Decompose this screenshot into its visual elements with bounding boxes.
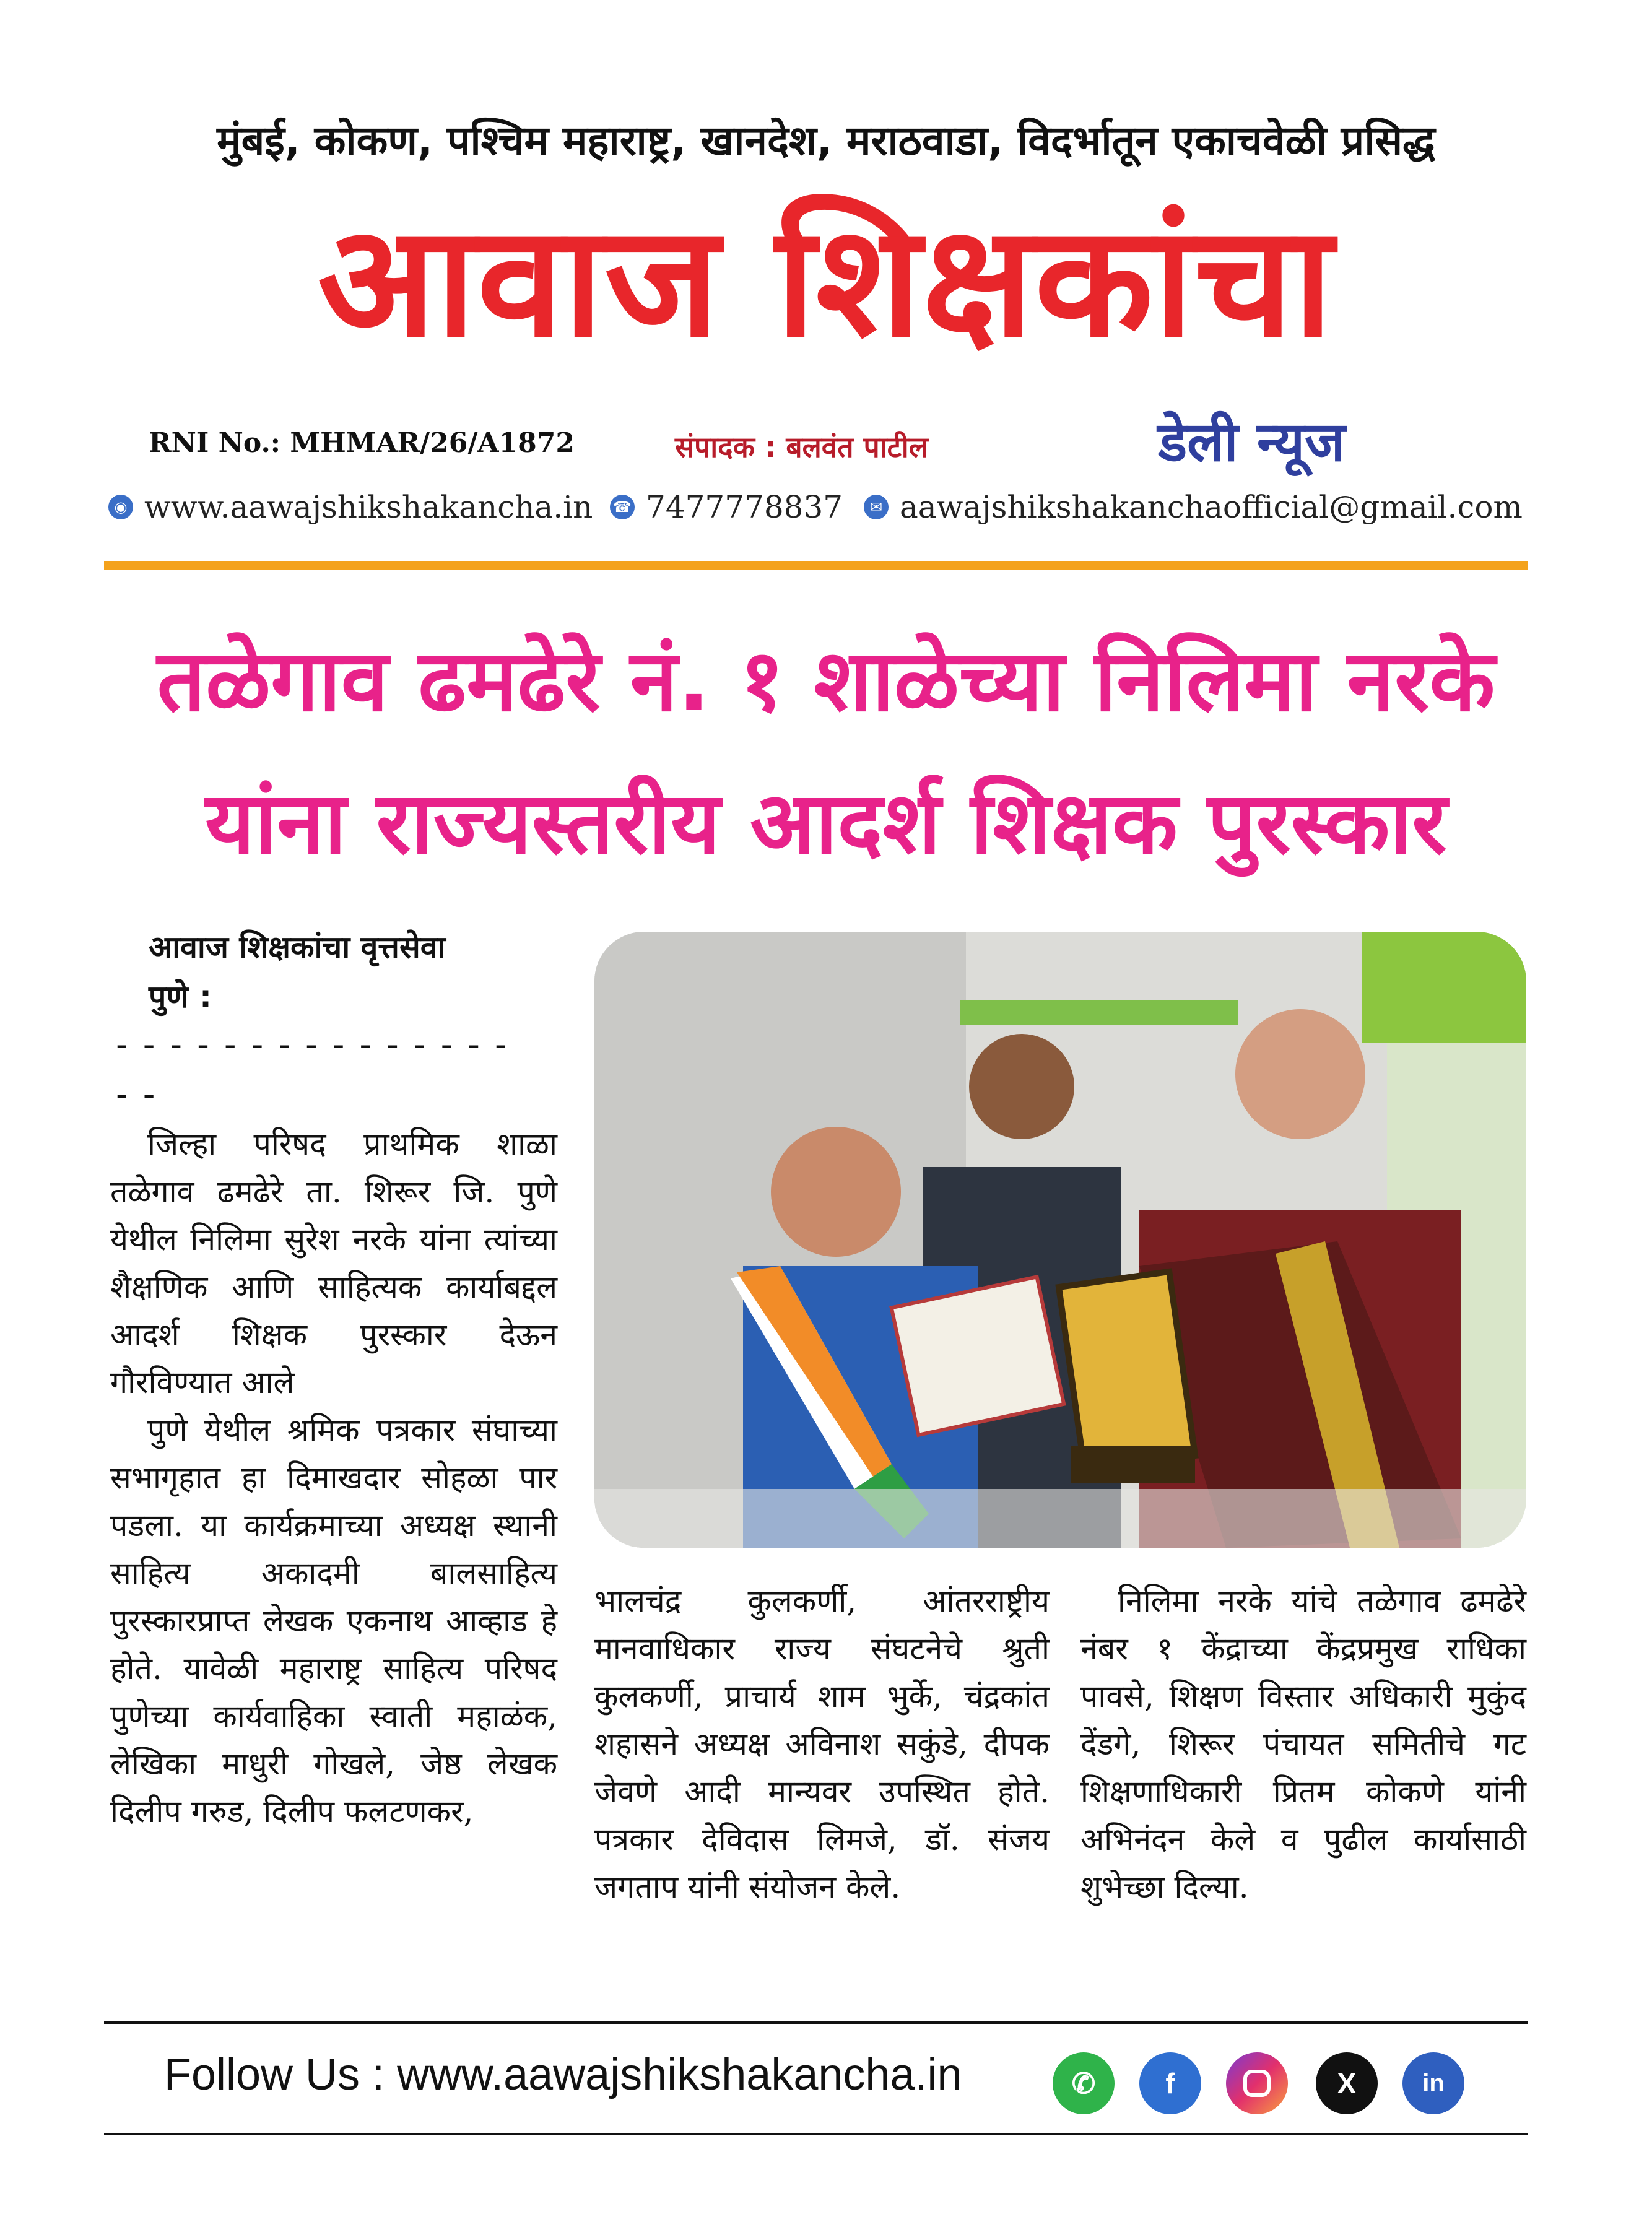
rni-number: RNI No.: MHMAR/26/A1872 [149, 427, 575, 459]
website-contact[interactable] [108, 489, 593, 525]
globe-icon: ◉ [108, 495, 133, 519]
column-2-paragraph: भालचंद्र कुलकर्णी, आंतरराष्ट्रीय मानवाधिकार राज्य संघटनेचे श्रुती कुलकर्णी, प्राचार्य शाम भुर्के, चंद्रकांत शहासने अध्यक्ष अविनाश सकुंडे, दीपक जेवणे आदी मान्यवर उपस्थित होते. पत्रकार देविदास लिमजे, डॉ. संजय जगताप यांनी संयोजन केले. [594, 1583, 1050, 1905]
email-contact[interactable] [864, 489, 1523, 525]
instagram-icon[interactable] [1226, 2052, 1288, 2114]
x-icon[interactable]: X [1316, 2052, 1378, 2114]
tagline: मुंबई, कोकण, पश्चिम महाराष्ट्र, खानदेश, मराठवाडा, विदर्भातून एकाचवेळी प्रसिद्ध [217, 117, 1435, 165]
article-column-3 [1080, 1578, 1526, 1911]
daily-news-label: डेली न्यूज [1158, 410, 1346, 474]
email-text[interactable]: aawajshikshakanchaofficial@gmail.com [900, 489, 1523, 525]
column-1-paragraph-2: पुणे येथील श्रमिक पत्रकार संघाच्या सभागृहात हा दिमाखदार सोहळा पार पडला. या कार्यक्रमाच्या अध्यक्ष स्थानी साहित्य अकादमी बालसाहित्य पुरस्कारप्राप्त लेखक एकनाथ आव्हाड हे होते. यावेळी महाराष्ट्र साहित्य परिषद पुणेच्या कार्यवाहिका स्वाती महाळंक, लेखिका माधुरी गोखले, जेष्ठ लेखक दिलीप गरुड, दिलीप फलटणकर, [110, 1412, 557, 1829]
photo-illustration [594, 932, 1526, 1548]
website-text[interactable]: www.aawajshikshakancha.in [144, 489, 593, 525]
headline-line-1: तळेगाव ढमढेरे नं. १ शाळेच्या निलिमा नरके [157, 631, 1495, 731]
award-ceremony-photo [594, 932, 1526, 1548]
facebook-icon[interactable]: f [1139, 2052, 1201, 2114]
follow-us-link[interactable]: Follow Us : www.aawajshikshakancha.in [164, 2050, 962, 2099]
byline-source: आवाज शिक्षकांचा वृत्तसेवा [149, 929, 446, 965]
header-divider [104, 561, 1528, 570]
masthead-logo: आवाज शिक्षकांचा [317, 191, 1335, 371]
footer-bottom-divider [104, 2133, 1528, 2135]
column-3-paragraph: निलिमा नरके यांचे तळेगाव ढमढेरे नंबर १ केंद्राच्या केंद्रप्रमुख राधिका पावसे, शिक्षण विस्तार अधिकारी मुकुंद देंडगे, शिरूर पंचायत समितीचे गट शिक्षणाधिकारी प्रितम कोकणे यांनी अभिनंदन केले व पुढील कार्यासाठी शुभेच्छा दिल्या. [1080, 1583, 1526, 1905]
dash-separator: --------------- [111, 1025, 518, 1065]
dash-separator-continued: -- [111, 1074, 166, 1114]
article-column-1 [110, 1121, 557, 1836]
editor-name: संपादक : बलवंत पाटील [675, 430, 928, 464]
phone-text[interactable]: 7477778837 [646, 489, 843, 525]
phone-contact[interactable] [610, 489, 843, 525]
instagram-glyph [1243, 2070, 1271, 2097]
footer-top-divider [104, 2021, 1528, 2024]
headline-line-2: यांना राज्यस्तरीय आदर्श शिक्षक पुरस्कार [205, 773, 1447, 873]
column-1-paragraph-1: जिल्हा परिषद प्राथमिक शाळा तळेगाव ढमढेरे ता. शिरूर जि. पुणे येथील निलिमा सुरेश नरके यांना त्यांच्या शैक्षणिक आणि साहित्यक कार्याबद्दल आदर्श शिक्षक पुरस्कार देऊन गौरविण्यात आले [110, 1126, 557, 1400]
byline [149, 922, 446, 1022]
mail-icon: ✉ [864, 495, 889, 519]
phone-icon: ☎ [610, 495, 635, 519]
article-column-2 [594, 1578, 1050, 1911]
whatsapp-icon[interactable]: ✆ [1053, 2052, 1115, 2114]
byline-place: पुणे : [149, 979, 212, 1015]
linkedin-icon[interactable]: in [1402, 2052, 1464, 2114]
